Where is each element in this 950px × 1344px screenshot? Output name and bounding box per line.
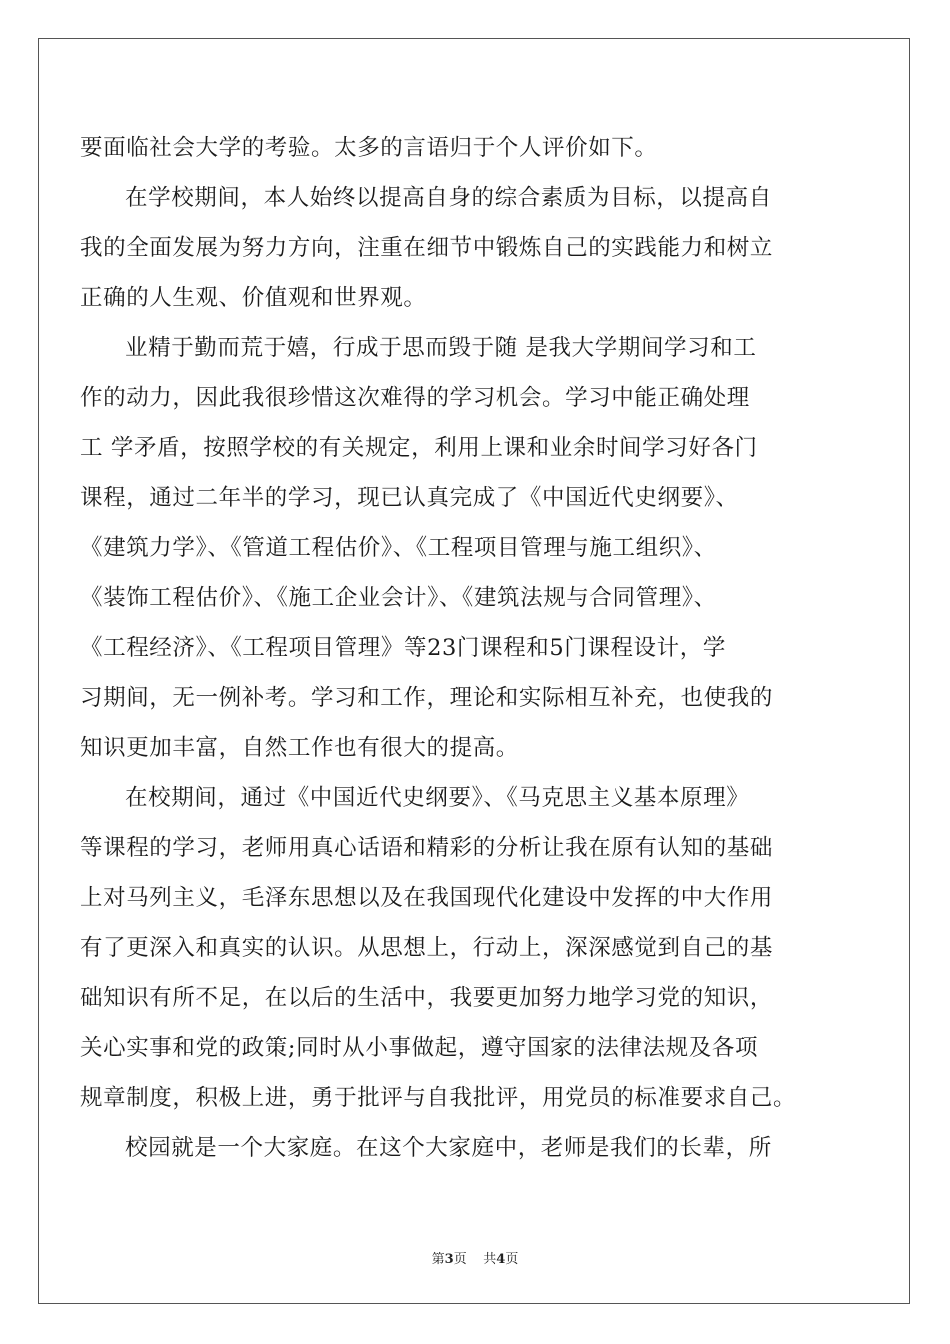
total-label-prefix: 共 xyxy=(483,1252,497,1267)
text-line: 《工程经济》、《工程项目管理》等23门课程和5门课程设计，学 xyxy=(80,635,726,661)
page-label-prefix: 第 xyxy=(431,1252,445,1267)
total-label-suffix: 页 xyxy=(505,1252,519,1267)
paragraph-first-line: 在学校期间，本人始终以提高自身的综合素质为目标，以提高自 xyxy=(125,185,772,211)
page-number: 3 xyxy=(444,1252,454,1267)
text-line: 习期间，无一例补考。学习和工作，理论和实际相互补充，也使我的 xyxy=(80,685,774,711)
text-line: 上对马列主义，毛泽东思想以及在我国现代化建设中发挥的中大作用 xyxy=(80,885,774,911)
paragraph-first-line: 业精于勤而荒于嬉，行成于思而毁于随 是我大学期间学习和工 xyxy=(125,335,757,361)
text-line: 关心实事和党的政策;同时从小事做起，遵守国家的法律法规及各项 xyxy=(80,1035,759,1061)
text-line: 础知识有所不足，在以后的生活中，我要更加努力地学习党的知识， xyxy=(80,985,774,1011)
total-pages: 4 xyxy=(496,1252,506,1267)
text-line: 我的全面发展为努力方向，注重在细节中锻炼自己的实践能力和树立 xyxy=(80,235,774,261)
text-line: 要面临社会大学的考验。太多的言语归于个人评价如下。 xyxy=(80,135,658,161)
page-label-suffix: 页 xyxy=(453,1252,467,1267)
text-line: 《装饰工程估价》、《施工企业会计》、《建筑法规与合同管理》、 xyxy=(80,585,717,611)
text-line: 正确的人生观、价值观和世界观。 xyxy=(80,285,427,311)
text-line: 规章制度，积极上进，勇于批评与自我批评，用党员的标准要求自己。 xyxy=(80,1085,797,1111)
paragraph-first-line: 在校期间，通过《中国近代史纲要》、《马克思主义基本原理》 xyxy=(125,785,750,811)
text-line: 作的动力，因此我很珍惜这次难得的学习机会。学习中能正确处理 xyxy=(80,385,750,411)
text-line: 等课程的学习，老师用真心话语和精彩的分析让我在原有认知的基础 xyxy=(80,835,774,861)
text-line: 工 学矛盾，按照学校的有关规定，利用上课和业余时间学习好各门 xyxy=(80,435,758,461)
text-line: 有了更深入和真实的认识。从思想上，行动上，深深感觉到自己的基 xyxy=(80,935,774,961)
text-line: 课程，通过二年半的学习，现已认真完成了《中国近代史纲要》、 xyxy=(80,485,739,511)
page-footer xyxy=(0,1248,950,1267)
text-line: 知识更加丰富，自然工作也有很大的提高。 xyxy=(80,735,519,761)
text-line: 《建筑力学》、《管道工程估价》、《工程项目管理与施工组织》、 xyxy=(80,535,717,561)
paragraph-first-line: 校园就是一个大家庭。在这个大家庭中，老师是我们的长辈，所 xyxy=(125,1135,772,1161)
